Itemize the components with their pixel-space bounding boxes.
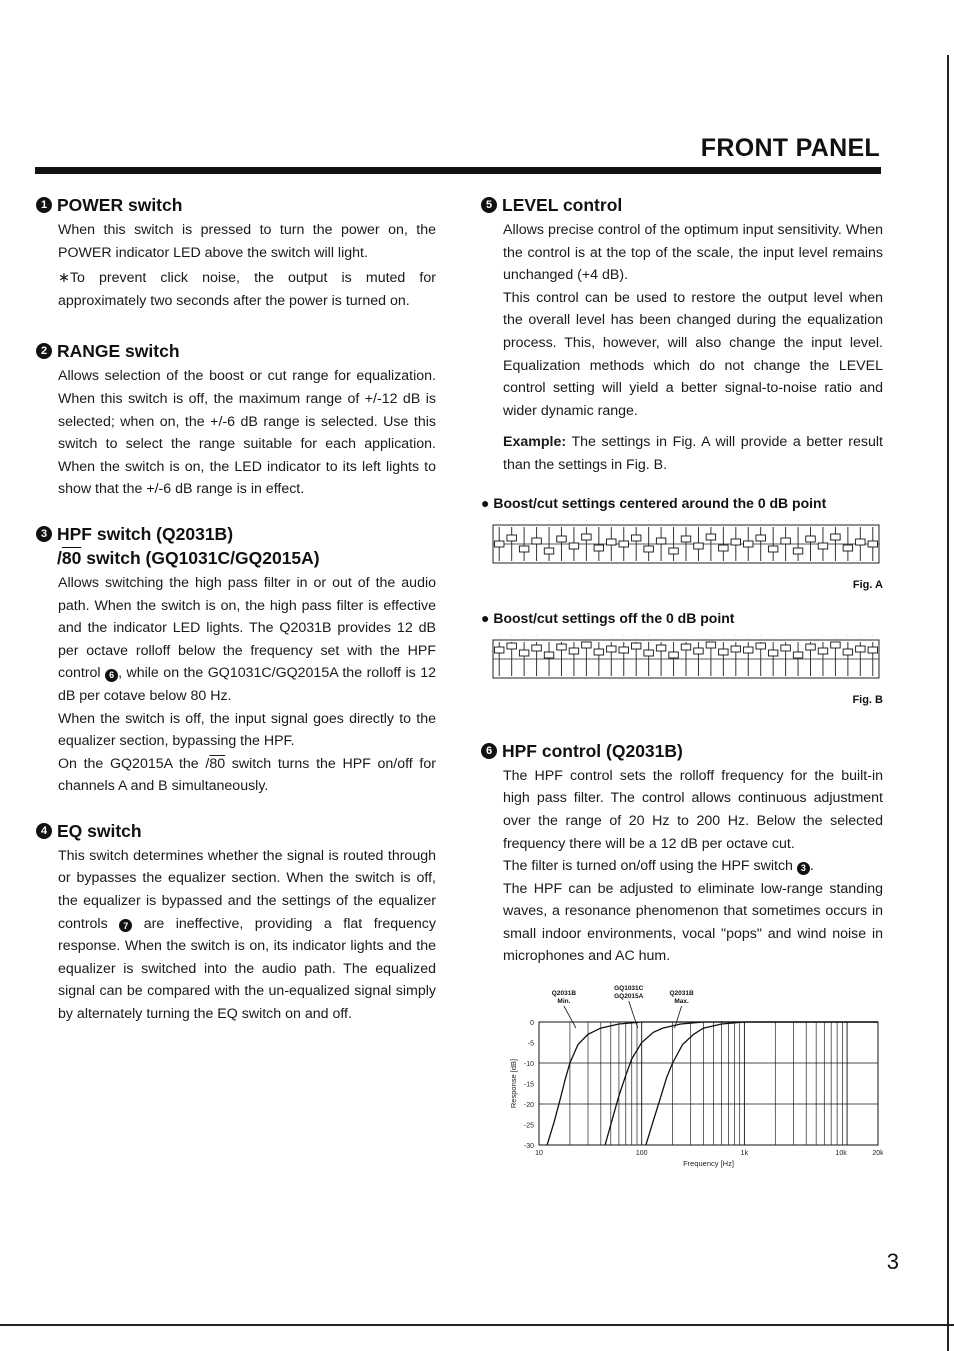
band-tick: ·: [573, 634, 575, 639]
fader-knob: [694, 543, 703, 549]
page-edge-line: [947, 55, 949, 1351]
eighty-label: 80: [61, 547, 82, 568]
example-text: The settings in Fig. A will provide a better result than the settings in Fig. B.: [503, 434, 883, 473]
fader-knob: [594, 649, 603, 655]
power-note: ∗To prevent click noise, the output is muted for approximately two seconds after the power is turned on.: [58, 270, 436, 309]
fader-knob: [818, 648, 827, 654]
band-tick: ·: [735, 518, 737, 523]
band-tick: ·: [809, 518, 812, 523]
band-tick: ·: [511, 518, 513, 523]
band-tick: ·: [735, 634, 737, 639]
fader-knob: [569, 648, 578, 654]
ref-badge: 6: [105, 669, 118, 682]
eighty-label: 80: [209, 755, 226, 772]
fader-knob: [843, 649, 852, 655]
fader-knob: [519, 546, 528, 552]
band-tick: ·: [511, 634, 513, 639]
fader-knob: [557, 644, 566, 650]
fig-b-eq-faders: [481, 628, 883, 684]
band-tick: ·: [834, 634, 837, 639]
band-tick: ·: [697, 634, 700, 639]
band-tick: ·: [710, 634, 712, 639]
fader-knob: [669, 548, 678, 554]
text-run: .: [809, 858, 814, 875]
band-tick: ·: [847, 518, 849, 523]
band-tick: ·: [523, 518, 525, 523]
fader-knob: [756, 643, 765, 649]
annotation-label: Q2031B: [551, 990, 577, 998]
fader-knob: [631, 535, 640, 541]
band-tick: ·: [785, 518, 787, 523]
number-badge: 1: [36, 197, 52, 213]
x-axis-label: Frequency [Hz]: [683, 1159, 734, 1169]
range-title: RANGE switch: [57, 341, 180, 362]
band-tick: ·: [685, 518, 687, 523]
ref-badge: 3: [797, 862, 810, 875]
band-tick: ·: [660, 634, 662, 639]
hpf-control-body2: [481, 855, 883, 878]
fig-b-block: [481, 608, 883, 712]
fader-knob: [719, 545, 728, 551]
left-column: [36, 194, 436, 1026]
number-badge: 5: [481, 197, 497, 213]
fader-knob: [644, 546, 653, 552]
fader-knob: [494, 647, 503, 653]
range-heading: [36, 340, 436, 362]
band-tick: ·: [498, 634, 500, 639]
band-tick: ·: [760, 518, 762, 523]
fader-knob: [831, 534, 840, 540]
fig-b-title: ● Boost/cut settings off the 0 dB point: [481, 610, 735, 627]
band-tick: ·: [872, 518, 874, 523]
band-tick: ·: [772, 634, 774, 639]
fader-knob: [544, 652, 553, 658]
y-tick-label: -5: [527, 1040, 534, 1048]
fader-knob: [557, 536, 566, 542]
range-section: [36, 340, 436, 501]
y-tick-label: -30: [523, 1143, 534, 1151]
y-tick-label: 0: [530, 1020, 534, 1028]
band-tick: ·: [585, 518, 587, 523]
fader-knob: [694, 648, 703, 654]
fader-knob: [507, 643, 516, 649]
ref-badge: 7: [119, 919, 132, 932]
band-tick: ·: [847, 634, 849, 639]
annotation-label: Min.: [557, 998, 571, 1006]
text-run: The filter is turned on/off using the HPF switch: [503, 858, 793, 875]
fader-knob: [781, 645, 790, 651]
fader-knob: [818, 543, 827, 549]
band-tick: ·: [822, 634, 824, 639]
fader-knob: [856, 646, 865, 652]
fader-knob: [843, 545, 852, 551]
slash-glyph: /: [57, 547, 62, 568]
fader-knob: [744, 541, 753, 547]
fig-a-label: Fig. A: [852, 578, 883, 591]
annotation-label: Max.: [674, 998, 689, 1006]
eq-title: EQ switch: [57, 820, 142, 841]
fader-knob: [631, 643, 640, 649]
fader-knob: [582, 642, 591, 648]
fader-knob: [532, 538, 541, 544]
fader-knob: [532, 645, 541, 651]
text-run: , while on the GQ1031C/GQ2015A the rolloff is 12 dB per cotave below 80 Hz.: [58, 665, 436, 704]
fader-knob: [793, 652, 802, 658]
fader-knob: [793, 548, 802, 554]
fader-knob: [594, 545, 603, 551]
band-tick: ·: [722, 518, 724, 523]
band-tick: ·: [535, 634, 538, 639]
level-example: [481, 431, 883, 476]
fig-b-label: Fig. B: [852, 694, 883, 707]
hpf-switch-body2: When the switch is off, the input signal goes directly to the equalizer section, bypassing the HPF.: [58, 710, 436, 750]
band-tick: ·: [672, 634, 675, 639]
eq-heading: [36, 820, 436, 842]
band-tick: ·: [660, 518, 662, 523]
fader-knob: [656, 538, 665, 544]
x-tick-label: 20k: [872, 1150, 883, 1158]
x-tick-label: 100: [635, 1150, 648, 1158]
band-tick: ·: [623, 634, 625, 639]
band-tick: ·: [797, 518, 799, 523]
header-rule: [35, 167, 881, 174]
page-bottom-line: [0, 1324, 954, 1326]
fader-knob: [719, 649, 728, 655]
fader-knob: [806, 536, 815, 542]
power-title: POWER switch: [57, 195, 183, 215]
fader-knob: [744, 647, 753, 653]
band-tick: ·: [610, 518, 612, 523]
level-title: LEVEL control: [502, 195, 623, 215]
hpf-control-title: HPF control (Q2031B): [502, 740, 683, 761]
band-tick: ·: [610, 634, 612, 639]
fader-knob: [831, 642, 840, 648]
fader-knob: [756, 535, 765, 541]
y-tick-label: -20: [523, 1102, 534, 1110]
text-run: switch turns the HPF on/off for channels A and B simultaneously.: [58, 755, 436, 795]
number-badge: 2: [36, 343, 52, 359]
series-line: [547, 1022, 878, 1145]
annotation-label: Q2031B: [669, 990, 694, 998]
page-title: FRONT PANEL: [700, 134, 880, 162]
plot-frame: [539, 1022, 878, 1145]
band-tick: ·: [523, 634, 525, 639]
x-tick-label: 10k: [835, 1150, 847, 1158]
fader-knob: [706, 534, 715, 540]
band-tick: ·: [560, 518, 563, 523]
band-tick: ·: [635, 634, 637, 639]
hpf-control-body1: The HPF control sets the rolloff frequency for the built-in high pass filter. The control allows continuous adjustment over the range of 20 Hz to 200 Hz. Below the selected frequency there will be a 12 dB per octave cut.: [503, 767, 883, 852]
band-tick: ·: [635, 518, 637, 523]
fader-knob: [768, 546, 777, 552]
band-tick: ·: [797, 634, 799, 639]
fader-knob: [507, 535, 516, 541]
level-heading: [481, 194, 883, 216]
eq-body: [36, 845, 436, 1026]
hpf-switch-section: [36, 523, 436, 798]
annotation-pointer: [629, 1001, 638, 1028]
hpf-switch-title: HPF switch (Q2031B): [57, 523, 234, 544]
band-tick: ·: [747, 518, 749, 523]
band-tick: ·: [548, 634, 550, 639]
annotation-label: GQ1031C: [614, 985, 644, 993]
page-number: 3: [886, 1249, 899, 1274]
band-tick: ·: [560, 634, 563, 639]
fader-knob: [494, 541, 503, 547]
fader-knob: [706, 642, 715, 648]
band-tick: ·: [648, 518, 650, 523]
band-tick: ·: [685, 634, 687, 639]
band-tick: ·: [697, 518, 700, 523]
text-run: This switch determines whether the signal is routed through or bypasses the equalizer section. When the switch is off, the equalizer is bypassed and the settings of the equalizer controls: [58, 847, 436, 932]
fader-knob: [544, 548, 553, 554]
x-tick-label: 10: [535, 1150, 543, 1158]
band-tick: ·: [598, 518, 600, 523]
band-tick: ·: [648, 634, 650, 639]
text-run: Allows switching the high pass filter in or out of the audio path. When the switch is on, the high pass filter is effective and the indicator LED lights. The Q2031B provides 12 dB per octave rolloff below the frequency set with the HPF control: [58, 574, 436, 682]
y-tick-label: -25: [523, 1122, 534, 1130]
number-badge: 6: [481, 743, 497, 759]
fader-knob: [681, 644, 690, 650]
hpf-control-section: [481, 740, 883, 1177]
band-tick: ·: [710, 518, 712, 523]
number-badge: 4: [36, 823, 52, 839]
hpf-switch-heading: [36, 523, 436, 545]
band-tick: ·: [573, 518, 575, 523]
text-run: On the GQ2015A the /: [58, 755, 210, 772]
fader-knob: [582, 534, 591, 540]
level-body1: Allows precise control of the optimum input sensitivity. When the control is at the top of the scale, the input level remains unchanged (+4 dB).: [503, 222, 883, 284]
band-tick: ·: [772, 518, 774, 523]
series-line: [646, 1022, 878, 1145]
band-tick: ·: [598, 634, 600, 639]
range-body: Allows selection of the boost or cut range for equalization. When this switch is off, the maximum range of +/-12 dB is selected; when on, the +/-6 dB range is selected. Use this switch to select the range suitable for each application. When the switch is on, the LED indicator to its left lights to show that the +/-6 dB range is in effect.: [58, 368, 436, 498]
fig-a-eq-faders: [481, 513, 883, 569]
band-tick: ·: [548, 518, 550, 523]
fader-knob: [781, 538, 790, 544]
band-tick: ·: [859, 518, 861, 523]
band-tick: ·: [859, 634, 861, 639]
fader-knob: [569, 543, 578, 549]
band-tick: ·: [498, 518, 500, 523]
band-tick: ·: [872, 634, 874, 639]
y-tick-label: -15: [523, 1081, 534, 1089]
hpf-response-chart: [481, 982, 883, 1172]
fig-a-block: [481, 493, 883, 597]
band-tick: ·: [760, 634, 762, 639]
x-tick-label: 1k: [740, 1150, 749, 1158]
fader-knob: [656, 645, 665, 651]
fader-knob: [644, 650, 653, 656]
y-axis-label: Response [dB]: [509, 1058, 518, 1109]
fader-knob: [681, 536, 690, 542]
fader-knob: [607, 646, 616, 652]
band-tick: ·: [585, 634, 587, 639]
level-section: [481, 194, 883, 712]
band-tick: ·: [672, 518, 675, 523]
fader-knob: [619, 647, 628, 653]
fader-knob: [731, 539, 740, 545]
fader-knob: [519, 650, 528, 656]
fader-knob: [731, 646, 740, 652]
band-tick: ·: [747, 634, 749, 639]
band-tick: ·: [785, 634, 787, 639]
text-run: are ineffective, providing a flat frequency response. When the switch is on, its indicator lights and the equalizer is switched into the audio path. The equalized signal can be compared with the un-equalized signal simply by alternately turning the EQ switch on and off.: [58, 915, 436, 1023]
band-tick: ·: [722, 634, 724, 639]
fader-knob: [868, 647, 877, 653]
band-tick: ·: [822, 518, 824, 523]
band-tick: ·: [834, 518, 837, 523]
fader-knob: [669, 652, 678, 658]
fader-knob: [607, 539, 616, 545]
band-tick: ·: [623, 518, 625, 523]
fader-knob: [768, 650, 777, 656]
band-tick: ·: [809, 634, 812, 639]
hpf-control-heading: [481, 740, 883, 762]
band-tick: ·: [535, 518, 538, 523]
example-label: Example:: [503, 434, 567, 451]
fader-knob: [856, 539, 865, 545]
subheading-rest: switch (GQ1031C/GQ2015A): [81, 547, 320, 568]
fig-a-title: ● Boost/cut settings centered around the 0 dB point: [481, 494, 827, 511]
level-body2: This control can be used to restore the output level when the overall level has been changed during the equalization process. This, however, will also change the input level. Equalization methods which do not change the LEVEL control setting will yield a better signal-to-noise ratio and wider dynamic range.: [503, 289, 883, 419]
right-column: [481, 194, 883, 1177]
fader-knob: [619, 541, 628, 547]
hpf-control-body3: The HPF can be adjusted to eliminate low-range standing waves, a resonance phenomenon that sometimes occurs in small indoor environments, vocal "pops" and wind noise in microphones and AC hum.: [503, 880, 883, 965]
number-badge: 3: [36, 526, 52, 542]
fader-knob: [806, 644, 815, 650]
power-section: [36, 194, 436, 312]
power-heading: [36, 194, 436, 216]
hpf-switch-body3: [36, 753, 436, 798]
hpf-switch-subheading: [36, 547, 436, 569]
annotation-label: GQ2015A: [614, 993, 644, 1001]
hpf-switch-body1: [36, 572, 436, 708]
power-body: When this switch is pressed to turn the power on, the POWER indicator LED above the switch will light.: [58, 222, 436, 261]
eq-section: [36, 820, 436, 1026]
fader-knob: [868, 541, 877, 547]
y-tick-label: -10: [523, 1061, 534, 1069]
